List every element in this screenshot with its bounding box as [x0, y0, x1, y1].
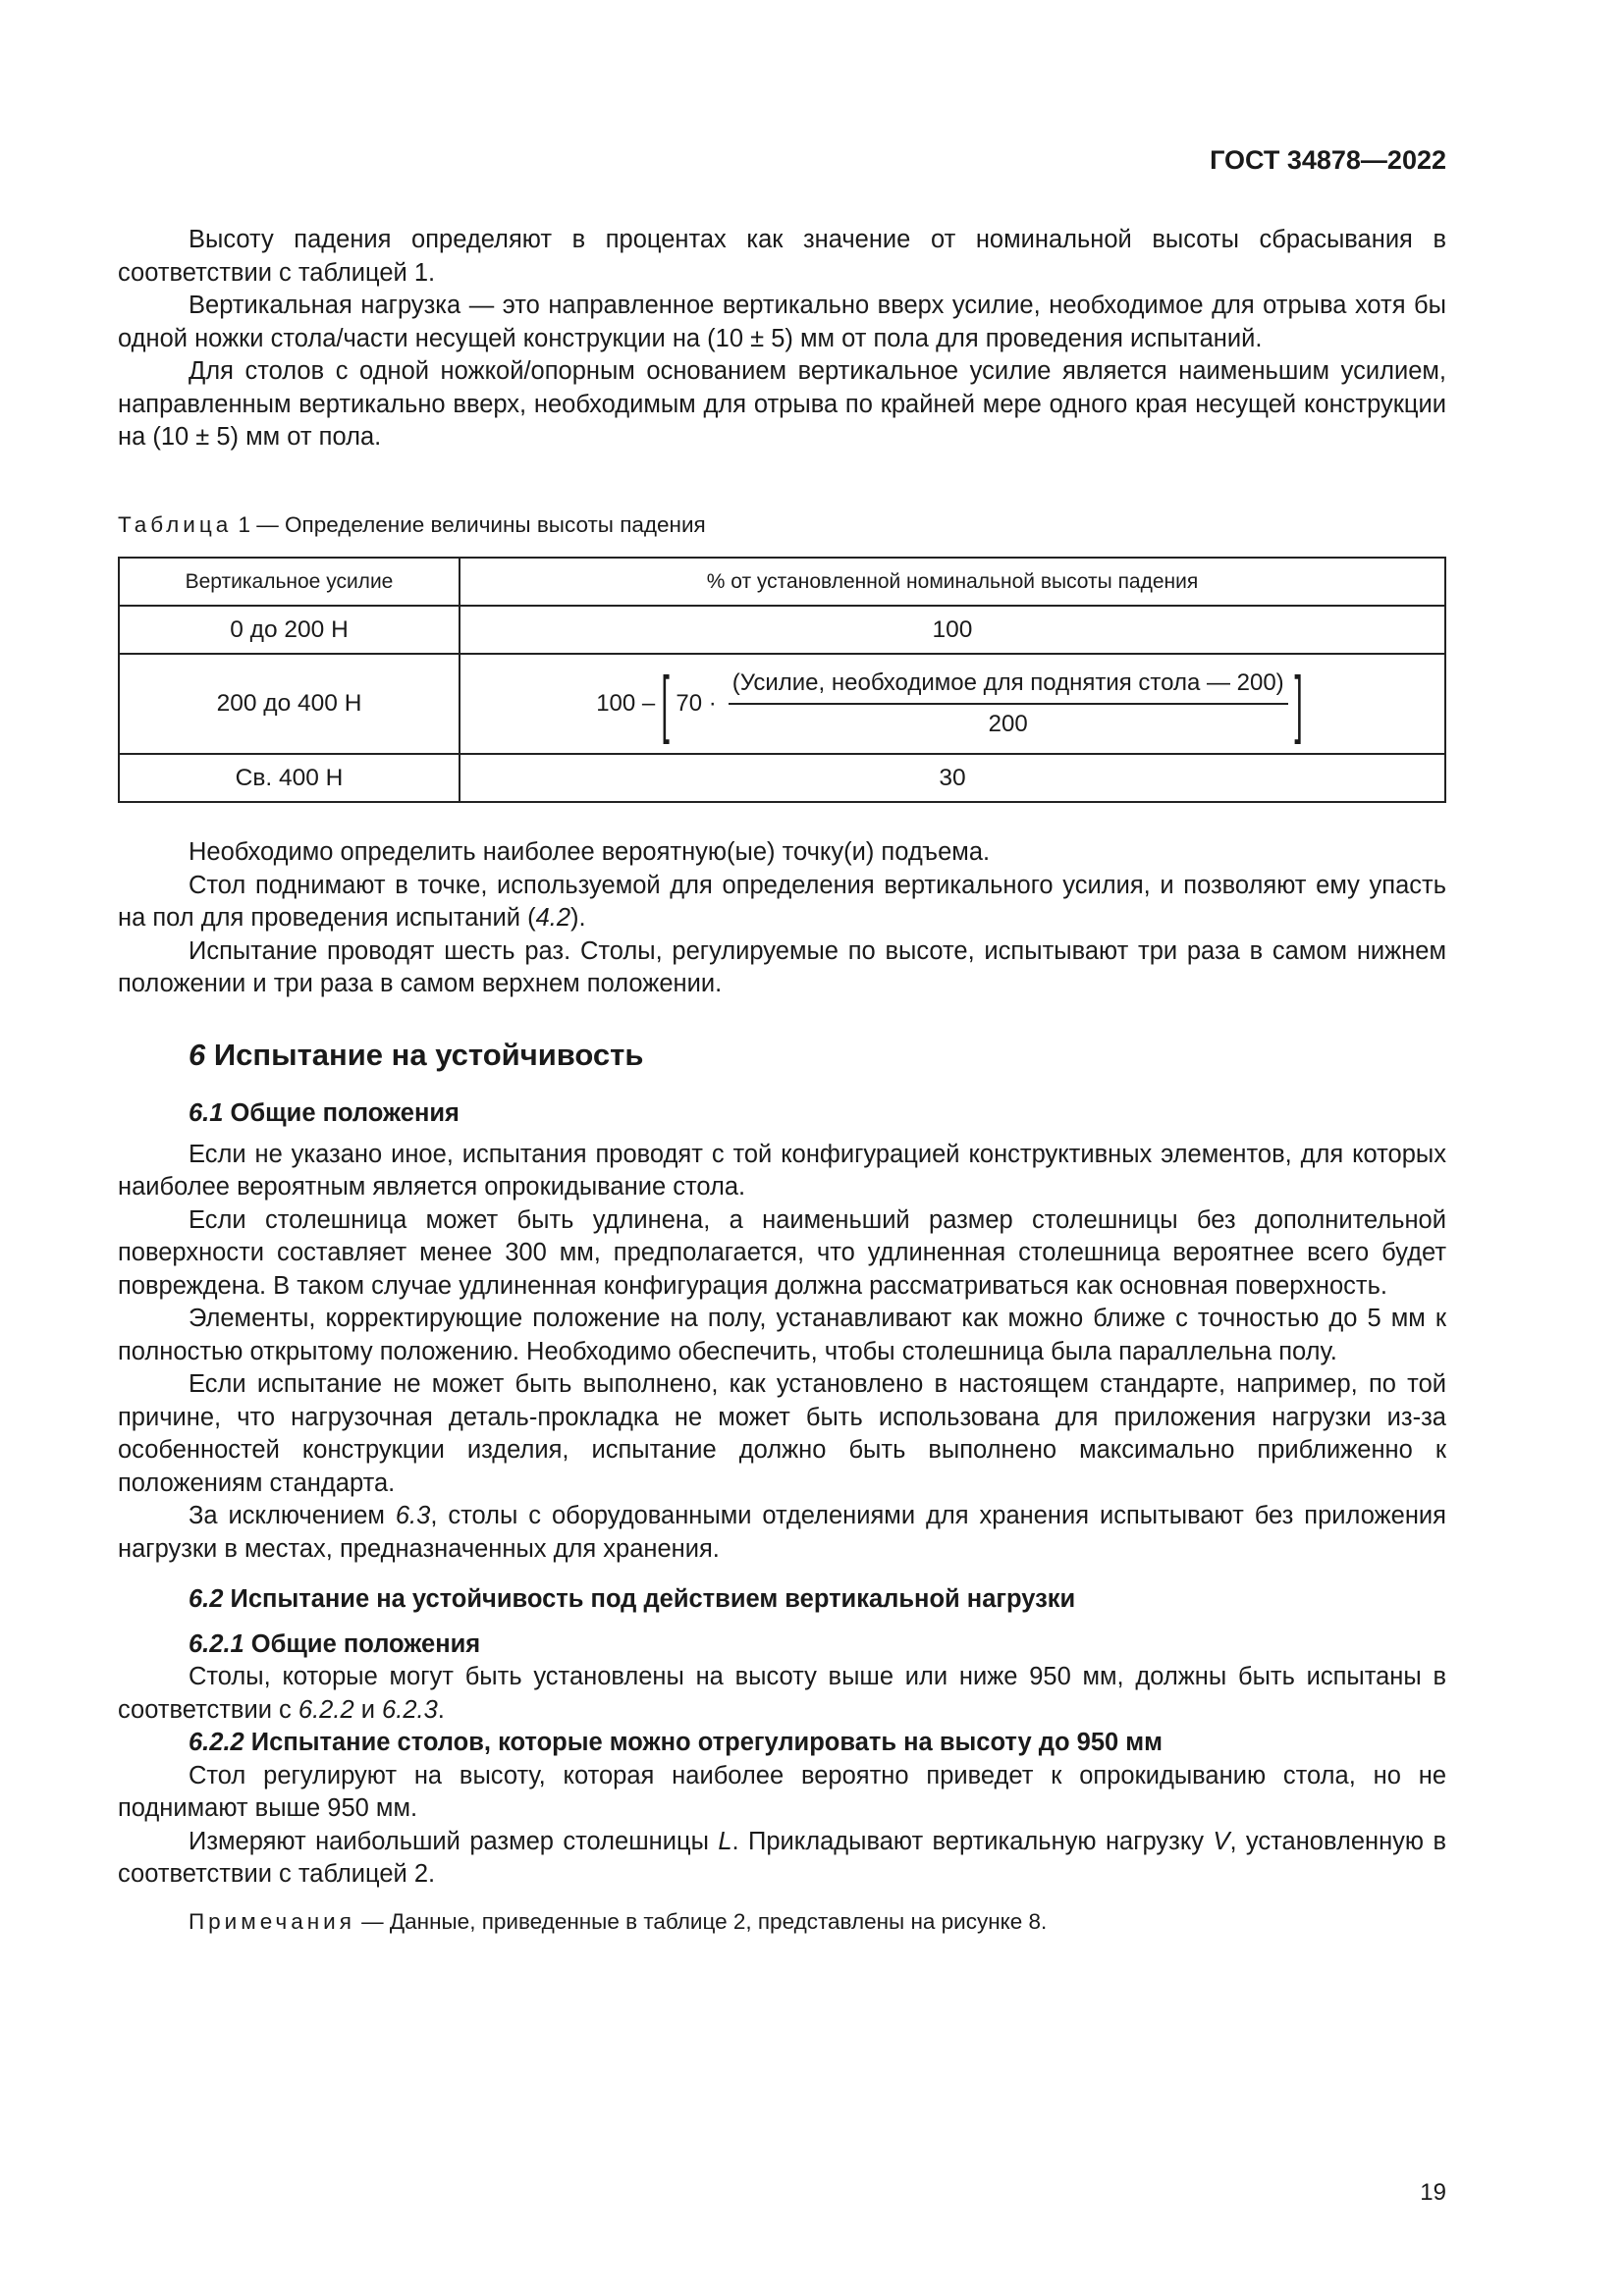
paragraph: Если не указано иное, испытания проводят с той конфигурацией конструктивных элементов, для которых наиболее вероятным является опрокидывание стола.: [118, 1140, 1446, 1201]
paragraph: Если испытание не может быть выполнено, как установлено в настоящем стандарте, например, по той причине, что нагрузочная деталь-прокладка не может быть использована для приложения нагрузки из-за особенностей конструкции изделия, испытание должно быть выполнено максимально приближенно к положениям стандарта.: [118, 1370, 1446, 1497]
note: Примечания — Данные, приведенные в таблице 2, представлены на рисунке 8.: [189, 1908, 1048, 1934]
table-cell: 0 до 200 Н: [119, 606, 460, 654]
paragraph: Столы, которые могут быть установлены на высоту выше или ниже 950 мм, должны быть испытаны в соответствии с 6.2.2 и 6.2.3.: [118, 1663, 1446, 1724]
right-bracket: ]: [1294, 662, 1303, 745]
drop-height-table: [118, 557, 1446, 803]
table-caption: Таблица 1 — Определение величины высоты падения: [118, 512, 706, 537]
paragraph: Измеряют наибольший размер столешницы L. Прикладывают вертикальную нагрузку V, установленную в соответствии с таблицей 2.: [118, 1827, 1446, 1888]
table-cell: 30: [460, 754, 1445, 802]
paragraph: Вертикальная нагрузка — это направленное вертикально вверх усилие, необходимое для отрыва хотя бы одной ножки стола/части несущей конструкции на (10 ± 5) мм от пола для проведения испытаний.: [118, 292, 1446, 352]
table-header-row: [119, 558, 1445, 606]
table-cell: Св. 400 Н: [119, 754, 460, 802]
drop-height-formula: [596, 662, 1309, 745]
after-table-text: [118, 836, 1446, 1001]
clause-reference: 6.2.2: [298, 1695, 354, 1724]
paragraph: Для столов с одной ножкой/опорным основанием вертикальное усилие является наименьшим усилием, направленным вертикально вверх, необходимым для отрыва по крайней мере одного края несущей конструкции на (10 ± 5) мм от пола.: [118, 357, 1446, 451]
paragraph: Элементы, корректирующие положение на полу, устанавливают как можно ближе с точностью до 5 мм к полностью открытому положению. Необходимо обеспечить, чтобы столешница была параллельна полу.: [118, 1305, 1446, 1365]
table-row: [119, 654, 1445, 754]
formula-coefficient: 70 ·: [676, 690, 717, 717]
paragraph: Стол поднимают в точке, используемой для определения вертикального усилия, и позволяют ему упасть на пол для проведения испытаний (4.2).: [118, 871, 1446, 932]
clause-reference: 4.2: [535, 904, 571, 932]
standard-code: ГОСТ 34878—2022: [1210, 145, 1446, 175]
formula-cell: [460, 654, 1445, 754]
formula-lhs: 100 –: [596, 690, 656, 717]
paragraph: Если столешница может быть удлинена, а наименьший размер столешницы без дополнительной поверхности составляет менее 300 мм, предполагается, что удлиненная столешница вероятнее всего будет повреждена. В таком случае удлиненная конфигурация должна рассматриваться как основная поверхность.: [118, 1205, 1446, 1300]
table-cell: 100: [460, 606, 1445, 654]
paragraph: Испытание проводят шесть раз. Столы, регулируемые по высоте, испытывают три раза в самом нижнем положении и три раза в самом верхнем положении.: [118, 936, 1446, 997]
table-cell: 200 до 400 Н: [119, 654, 460, 754]
paragraph: Стол регулируют на высоту, которая наиболее вероятно приведет к опрокидыванию стола, но не поднимают выше 950 мм.: [118, 1761, 1446, 1822]
section-6-2-1-heading: 6.2.1 Общие положения: [189, 1629, 481, 1658]
table-header-cell: % от установленной номинальной высоты падения: [460, 558, 1445, 606]
section-6-1-heading: 6.1 Общие положения: [189, 1099, 460, 1127]
section-6-heading: 6 Испытание на устойчивость: [189, 1038, 644, 1072]
section-6-2-heading: 6.2 Испытание на устойчивость под действием вертикальной нагрузки: [189, 1585, 1076, 1613]
page-number: 19: [1420, 2179, 1446, 2206]
fraction: [729, 669, 1288, 738]
paragraph: Необходимо определить наиболее вероятную(ые) точку(и) подъема.: [189, 838, 991, 866]
section-6-text: [118, 1097, 1446, 1938]
paragraph: Высоту падения определяют в процентах как значение от номинальной высоты сбрасывания в соответствии с таблицей 1.: [118, 226, 1446, 287]
clause-reference: 6.2.3: [382, 1695, 438, 1724]
left-bracket: [: [661, 662, 671, 745]
table-header-cell: Вертикальное усилие: [119, 558, 460, 606]
section-6-2-2-heading: 6.2.2 Испытание столов, которые можно отрегулировать на высоту до 950 мм: [189, 1729, 1163, 1756]
table-row: [119, 606, 1445, 654]
intro-text: [118, 224, 1446, 454]
clause-reference: 6.3: [395, 1502, 431, 1529]
fraction-numerator: (Усилие, необходимое для поднятия стола — 200): [729, 669, 1288, 705]
variable-L: L: [718, 1827, 732, 1855]
table-row: [119, 754, 1445, 802]
variable-V: V: [1213, 1827, 1230, 1855]
fraction-denominator: 200: [988, 711, 1028, 737]
paragraph: За исключением 6.3, столы с оборудованными отделениями для хранения испытывают без приложения нагрузки в местах, предназначенных для хранения.: [118, 1502, 1446, 1563]
